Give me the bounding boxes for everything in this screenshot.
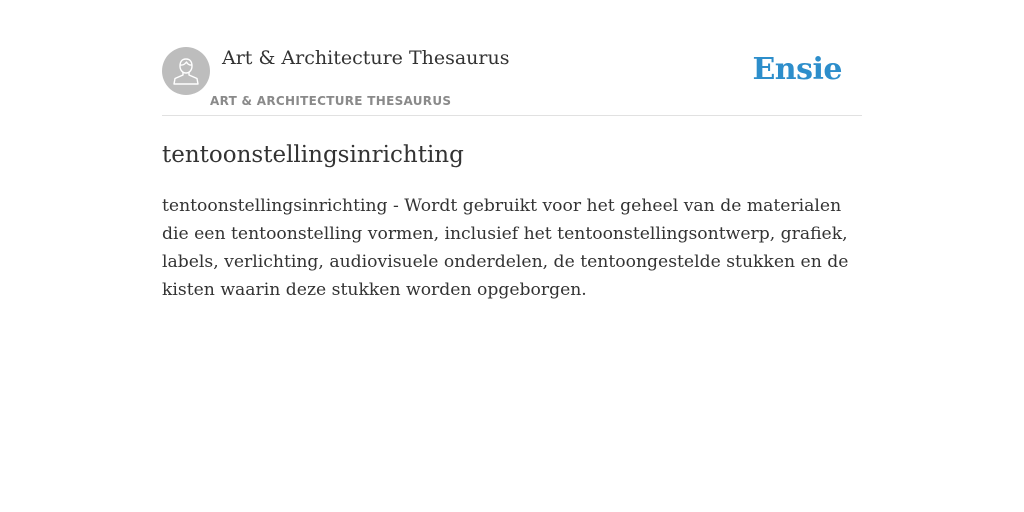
avatar[interactable] bbox=[162, 47, 210, 95]
user-icon bbox=[172, 56, 200, 86]
author-subtitle[interactable]: ART & ARCHITECTURE THESAURUS bbox=[210, 94, 452, 108]
author-name[interactable]: Art & Architecture Thesaurus bbox=[222, 47, 510, 69]
entry-definition: tentoonstellingsinrichting - Wordt gebruikt voor het geheel van de materialen die een tentoonstelling vormen, inclusief het tentoonstellingsontwerp, grafiek, labels, verlichting, audiovisuele onderdelen, de tentoongestelde stukken en de kisten waarin deze stukken worden opgeborgen. bbox=[162, 196, 849, 300]
header bbox=[162, 0, 862, 116]
page-title: tentoonstellingsinrichting bbox=[162, 142, 464, 168]
content-column bbox=[162, 0, 862, 300]
ensie-logo[interactable]: Ensie bbox=[752, 52, 842, 87]
